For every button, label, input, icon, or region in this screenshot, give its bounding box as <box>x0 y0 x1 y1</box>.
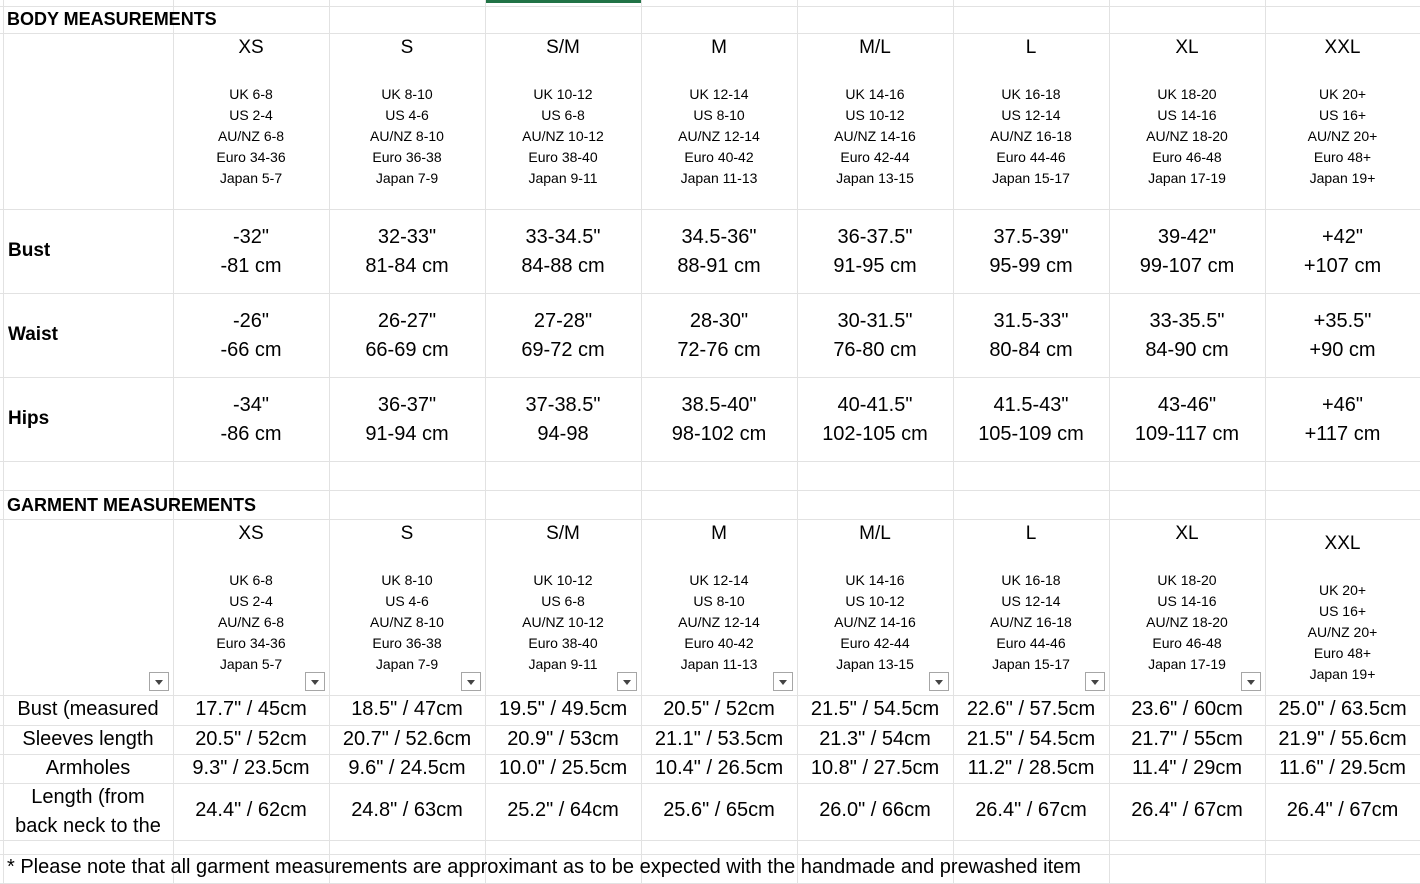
measurement-value: 69-72 cm <box>521 339 605 361</box>
measurement-value: -34" <box>232 394 269 416</box>
size-conversion: AU/NZ 6-8 <box>217 614 285 630</box>
garment-value: 22.6" / 57.5cm <box>966 698 1096 720</box>
measurement-value: 99-107 cm <box>1139 255 1235 277</box>
filter-dropdown-icon[interactable] <box>773 672 793 691</box>
size-conversion: Japan 19+ <box>1309 666 1376 682</box>
size-conversion: AU/NZ 14-16 <box>834 614 916 630</box>
size-conversion: Japan 17-19 <box>1148 170 1226 186</box>
gridline-row <box>0 754 1420 755</box>
size-conversion: UK 16-18 <box>1001 86 1061 102</box>
size-conversion: US 2-4 <box>229 593 273 609</box>
size-conversion: US 14-16 <box>1157 593 1217 609</box>
size-conversion: US 6-8 <box>541 593 585 609</box>
measurement-value: +46" <box>1321 394 1364 416</box>
measurement-value: 88-91 cm <box>677 255 761 277</box>
garment-value: 25.0" / 63.5cm <box>1278 698 1407 720</box>
garment-value: 9.3" / 23.5cm <box>192 757 310 779</box>
size-conversion: Euro 38-40 <box>528 635 598 651</box>
garment-value: 25.6" / 65cm <box>663 799 775 821</box>
size-header: S/M <box>546 37 580 58</box>
measurement-value: 28-30" <box>689 310 749 332</box>
garment-value: 11.2" / 28.5cm <box>967 757 1095 779</box>
measurement-value: 27-28" <box>533 310 593 332</box>
gridline-row <box>0 6 1420 7</box>
measurement-value: 31.5-33" <box>993 310 1069 332</box>
gridline-row <box>0 490 1420 491</box>
size-conversion: US 10-12 <box>845 593 905 609</box>
gridline-row <box>0 725 1420 726</box>
size-conversion: Euro 46-48 <box>1152 149 1222 165</box>
filter-dropdown-icon[interactable] <box>1085 672 1105 691</box>
size-conversion: AU/NZ 10-12 <box>522 614 604 630</box>
size-conversion: Euro 36-38 <box>372 149 442 165</box>
measurement-value: 38.5-40" <box>681 394 757 416</box>
size-conversion: AU/NZ 20+ <box>1307 624 1378 640</box>
garment-value: 26.4" / 67cm <box>975 799 1087 821</box>
garment-value: 21.5" / 54.5cm <box>810 698 940 720</box>
size-conversion: Euro 34-36 <box>216 149 286 165</box>
measurement-value: 26-27" <box>377 310 437 332</box>
size-conversion: Japan 9-11 <box>528 656 598 672</box>
garment-value: 21.1" / 53.5cm <box>654 728 784 750</box>
size-conversion: Japan 7-9 <box>375 656 439 672</box>
measurement-value: -66 cm <box>220 339 282 361</box>
garment-value: 18.5" / 47cm <box>351 698 463 720</box>
size-conversion: Japan 5-7 <box>219 170 283 186</box>
measurement-value: 37.5-39" <box>993 226 1069 248</box>
measurement-value: 81-84 cm <box>365 255 449 277</box>
size-conversion: Japan 15-17 <box>992 656 1070 672</box>
measurement-value: +35.5" <box>1313 310 1372 332</box>
garment-value: 24.8" / 63cm <box>351 799 463 821</box>
gridline-row <box>0 854 1420 855</box>
measurement-value: 33-34.5" <box>525 226 601 248</box>
size-conversion: US 8-10 <box>693 593 745 609</box>
size-conversion: US 2-4 <box>229 107 273 123</box>
size-conversion: US 12-14 <box>1001 593 1061 609</box>
measurement-value: 76-80 cm <box>833 339 917 361</box>
garment-value: 19.5" / 49.5cm <box>498 698 628 720</box>
size-conversion: Japan 15-17 <box>992 170 1070 186</box>
size-header: L <box>1025 37 1037 58</box>
size-conversion: US 16+ <box>1318 603 1367 619</box>
measurement-value: -32" <box>232 226 269 248</box>
garment-value: 11.6" / 29.5cm <box>1279 757 1406 779</box>
size-conversion: Euro 40-42 <box>684 635 754 651</box>
measurement-value: 40-41.5" <box>837 394 913 416</box>
size-conversion: Japan 11-13 <box>680 656 758 672</box>
size-conversion: Euro 46-48 <box>1152 635 1222 651</box>
size-conversion: Euro 44-46 <box>996 635 1066 651</box>
footnote: * Please note that all garment measurements are approximant as to be expected with the handmade and prewashed item <box>7 856 1081 878</box>
measurement-value: 102-105 cm <box>822 423 928 445</box>
garment-value: 20.7" / 52.6cm <box>342 728 472 750</box>
size-conversion: Japan 13-15 <box>836 170 914 186</box>
garment-value: 10.8" / 27.5cm <box>810 757 940 779</box>
garment-value: 21.7" / 55cm <box>1131 728 1243 750</box>
size-header: XXL <box>1324 533 1361 554</box>
size-conversion: Euro 44-46 <box>996 149 1066 165</box>
gridline-row <box>0 33 1420 34</box>
filter-dropdown-icon[interactable] <box>461 672 481 691</box>
size-conversion: Euro 48+ <box>1313 149 1372 165</box>
garment-value: 20.5" / 52cm <box>663 698 775 720</box>
size-conversion: Euro 36-38 <box>372 635 442 651</box>
size-conversion: AU/NZ 14-16 <box>834 128 916 144</box>
size-header: XXL <box>1324 37 1361 58</box>
size-header: S <box>400 37 414 58</box>
garment-value: 21.3" / 54cm <box>819 728 931 750</box>
garment-row-label: back neck to the <box>15 815 161 837</box>
garment-row-label: Bust (measured <box>17 698 159 720</box>
garment-value: 26.4" / 67cm <box>1131 799 1243 821</box>
size-conversion: AU/NZ 12-14 <box>678 128 760 144</box>
filter-dropdown-icon[interactable] <box>1241 672 1261 691</box>
size-conversion: AU/NZ 16-18 <box>990 614 1072 630</box>
garment-value: 25.2" / 64cm <box>507 799 619 821</box>
filter-dropdown-icon[interactable] <box>929 672 949 691</box>
gridline-row <box>0 695 1420 696</box>
garment-value: 26.0" / 66cm <box>819 799 931 821</box>
size-conversion: AU/NZ 8-10 <box>370 128 444 144</box>
size-conversion: Euro 48+ <box>1313 645 1372 661</box>
measurement-value: 84-90 cm <box>1145 339 1229 361</box>
size-conversion: UK 6-8 <box>229 86 273 102</box>
size-conversion: Japan 5-7 <box>219 656 283 672</box>
measurement-value: -26" <box>232 310 269 332</box>
garment-value: 23.6" / 60cm <box>1131 698 1243 720</box>
measurement-value: -86 cm <box>220 423 282 445</box>
garment-value: 21.5" / 54.5cm <box>966 728 1096 750</box>
measurement-value: 80-84 cm <box>989 339 1073 361</box>
measurement-value: 95-99 cm <box>989 255 1073 277</box>
measurement-value: +107 cm <box>1303 255 1382 277</box>
measurement-value: 66-69 cm <box>365 339 449 361</box>
gridline-row <box>0 783 1420 784</box>
measurement-value: 109-117 cm <box>1134 423 1240 445</box>
size-conversion: US 4-6 <box>385 107 429 123</box>
size-conversion: UK 14-16 <box>845 572 905 588</box>
measurement-value: 91-95 cm <box>833 255 917 277</box>
gridline-row <box>0 840 1420 841</box>
garment-row-label: Length (from <box>31 786 145 808</box>
gridline-row <box>0 519 1420 520</box>
size-conversion: Euro 38-40 <box>528 149 598 165</box>
size-conversion: UK 8-10 <box>381 86 433 102</box>
size-conversion: AU/NZ 16-18 <box>990 128 1072 144</box>
size-conversion: Japan 11-13 <box>680 170 758 186</box>
size-conversion: UK 20+ <box>1318 86 1367 102</box>
measurement-value: 43-46" <box>1157 394 1217 416</box>
size-header: XS <box>238 37 264 58</box>
size-conversion: Japan 9-11 <box>528 170 598 186</box>
garment-value: 9.6" / 24.5cm <box>348 757 466 779</box>
size-conversion: US 8-10 <box>693 107 745 123</box>
garment-value: 17.7" / 45cm <box>195 698 307 720</box>
measurement-value: 41.5-43" <box>993 394 1069 416</box>
row-label: Waist <box>8 324 58 345</box>
size-header: M <box>711 37 727 58</box>
measurement-value: 36-37" <box>377 394 437 416</box>
size-conversion: AU/NZ 6-8 <box>217 128 285 144</box>
measurement-value: 34.5-36" <box>681 226 757 248</box>
size-header: XL <box>1175 37 1199 58</box>
row-label: Hips <box>8 408 50 429</box>
body-measurements-title: BODY MEASUREMENTS <box>7 9 217 29</box>
measurement-value: 91-94 cm <box>365 423 449 445</box>
size-conversion: Japan 19+ <box>1309 170 1376 186</box>
measurement-value: +42" <box>1321 226 1364 248</box>
size-conversion: UK 10-12 <box>533 572 593 588</box>
size-conversion: Euro 42-44 <box>840 635 910 651</box>
size-conversion: Euro 40-42 <box>684 149 754 165</box>
garment-value: 10.0" / 25.5cm <box>498 757 628 779</box>
garment-value: 20.9" / 53cm <box>507 728 619 750</box>
filter-dropdown-icon[interactable] <box>617 672 637 691</box>
filter-dropdown-icon[interactable] <box>305 672 325 691</box>
gridline-row <box>0 377 1420 378</box>
garment-value: 11.4" / 29cm <box>1131 757 1243 779</box>
filter-dropdown-icon[interactable] <box>149 672 169 691</box>
measurement-value: 105-109 cm <box>978 423 1084 445</box>
size-conversion: Japan 7-9 <box>375 170 439 186</box>
garment-value: 26.4" / 67cm <box>1286 799 1399 821</box>
gridline-row <box>0 209 1420 210</box>
measurement-value: 98-102 cm <box>671 423 767 445</box>
measurement-value: 33-35.5" <box>1149 310 1225 332</box>
size-conversion: US 10-12 <box>845 107 905 123</box>
size-header: XL <box>1175 523 1199 544</box>
gridline-row <box>0 293 1420 294</box>
measurement-value: 37-38.5" <box>525 394 601 416</box>
measurement-value: 84-88 cm <box>521 255 605 277</box>
size-conversion: UK 6-8 <box>229 572 273 588</box>
size-header: L <box>1025 523 1037 544</box>
size-conversion: AU/NZ 18-20 <box>1146 128 1228 144</box>
measurement-value: 39-42" <box>1157 226 1217 248</box>
garment-value: 24.4" / 62cm <box>195 799 307 821</box>
size-conversion: US 4-6 <box>385 593 429 609</box>
measurement-value: 36-37.5" <box>837 226 913 248</box>
size-conversion: UK 14-16 <box>845 86 905 102</box>
measurement-value: +117 cm <box>1304 423 1381 445</box>
measurement-value: 72-76 cm <box>677 339 761 361</box>
row-label: Bust <box>8 240 51 261</box>
measurement-value: +90 cm <box>1309 339 1376 361</box>
garment-value: 10.4" / 26.5cm <box>654 757 784 779</box>
garment-value: 21.9" / 55.6cm <box>1278 728 1407 750</box>
size-conversion: UK 12-14 <box>689 572 749 588</box>
size-conversion: US 16+ <box>1318 107 1367 123</box>
measurement-value: 94-98 <box>537 423 589 445</box>
garment-value: 20.5" / 52cm <box>195 728 307 750</box>
size-conversion: AU/NZ 20+ <box>1307 128 1378 144</box>
selected-cell-indicator <box>486 0 641 3</box>
size-conversion: AU/NZ 18-20 <box>1146 614 1228 630</box>
size-conversion: US 6-8 <box>541 107 585 123</box>
size-conversion: Euro 42-44 <box>840 149 910 165</box>
size-conversion: UK 16-18 <box>1001 572 1061 588</box>
measurement-value: -81 cm <box>220 255 282 277</box>
garment-row-label: Sleeves length <box>22 728 154 750</box>
size-conversion: AU/NZ 12-14 <box>678 614 760 630</box>
size-conversion: UK 10-12 <box>533 86 593 102</box>
size-conversion: AU/NZ 10-12 <box>522 128 604 144</box>
size-conversion: UK 18-20 <box>1157 86 1217 102</box>
size-header: S <box>400 523 414 544</box>
size-header: XS <box>238 523 264 544</box>
size-conversion: UK 12-14 <box>689 86 749 102</box>
size-header: M/L <box>859 523 891 544</box>
size-conversion: Euro 34-36 <box>216 635 286 651</box>
size-conversion: UK 8-10 <box>381 572 433 588</box>
size-conversion: UK 18-20 <box>1157 572 1217 588</box>
size-conversion: Japan 13-15 <box>836 656 914 672</box>
garment-measurements-title: GARMENT MEASUREMENTS <box>7 495 257 515</box>
size-header: S/M <box>546 523 580 544</box>
size-conversion: US 14-16 <box>1157 107 1217 123</box>
garment-row-label: Armholes <box>45 757 131 779</box>
size-conversion: Japan 17-19 <box>1148 656 1226 672</box>
size-conversion: US 12-14 <box>1001 107 1061 123</box>
gridline-row <box>0 461 1420 462</box>
measurement-value: 32-33" <box>377 226 437 248</box>
size-header: M/L <box>859 37 891 58</box>
measurement-value: 30-31.5" <box>837 310 913 332</box>
size-conversion: AU/NZ 8-10 <box>370 614 444 630</box>
size-conversion: UK 20+ <box>1318 582 1367 598</box>
size-header: M <box>711 523 727 544</box>
